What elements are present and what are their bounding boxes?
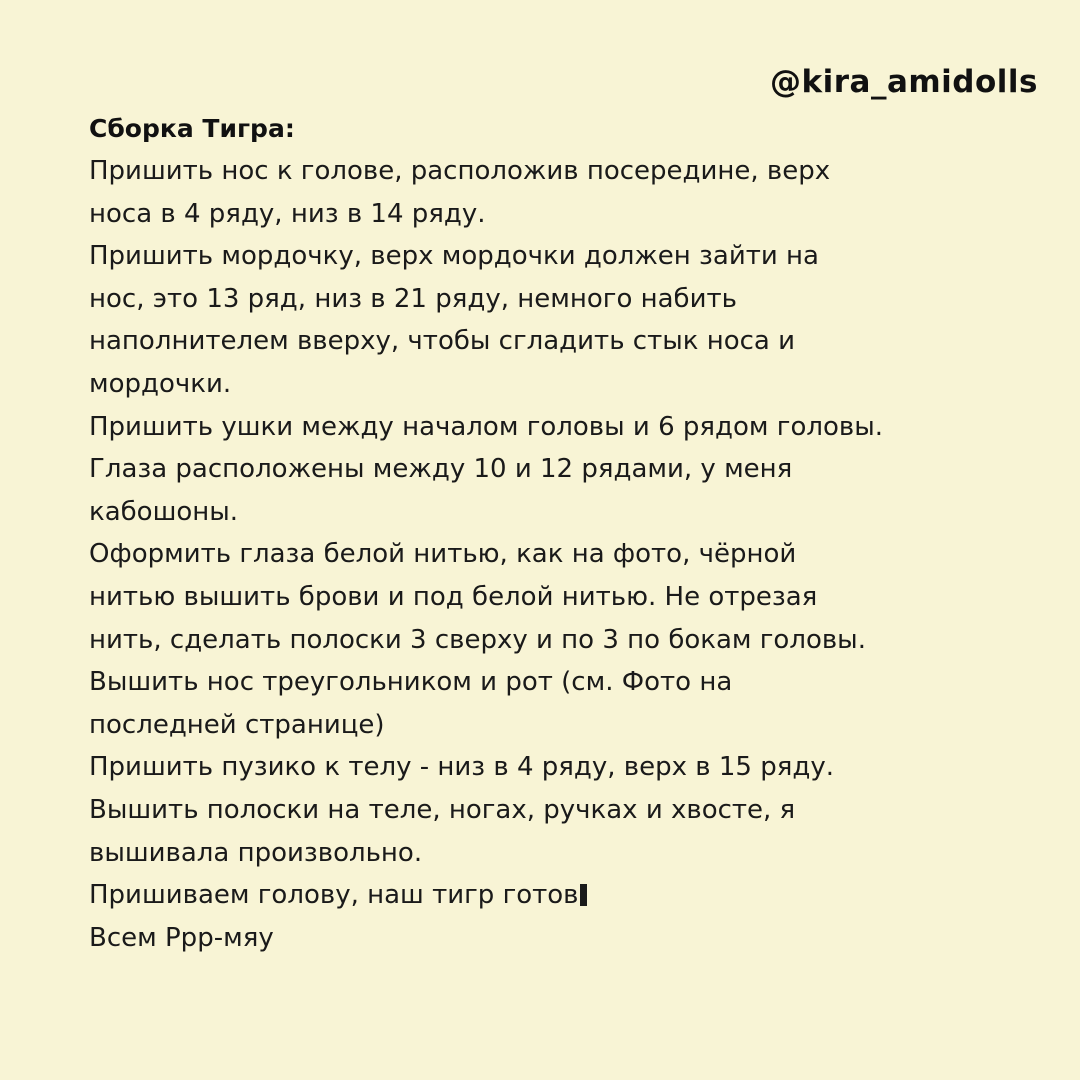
text-line: Вышить полоски на теле, ногах, ручках и хвосте, я [89,794,796,825]
text-line: Всем Ррр-мяу [89,922,274,953]
text-line-final-text: Пришиваем голову, наш тигр готов [89,880,579,911]
text-line: нос, это 13 ряд, низ в 21 ряду, немного набить [89,283,737,314]
emoji-icon [580,884,587,906]
section-heading: Сборка Тигра: [89,114,295,143]
text-line: носа в 4 ряду, низ в 14 ряду. [89,198,486,229]
text-line: Глаза расположены между 10 и 12 рядами, у меня [89,454,793,485]
text-line: Пришить пузико к телу - низ в 4 ряду, верх в 15 ряду. [89,752,834,783]
text-line: Пришить мордочку, верх мордочки должен зайти на [89,241,819,272]
text-line: Пришить нос к голове, расположив посередине, верх [89,156,831,186]
instructions-block [89,110,1049,959]
text-line: вышивала произвольно. [89,837,423,868]
text-line: Вышить нос треугольником и рот (см. Фото на [89,667,733,698]
text-line: Пришить ушки между началом головы и 6 рядом головы. [89,411,884,442]
text-line: мордочки. [89,368,232,399]
text-line: Оформить глаза белой нитью, как на фото, чёрной [89,539,797,570]
text-line-final [89,874,1049,917]
text-line: нитью вышить брови и под белой нитью. Не отрезая [89,581,818,612]
text-line: кабошоны. [89,496,239,527]
text-line: наполнителем вверху, чтобы сгладить стык носа и [89,326,796,357]
text-line: последней странице) [89,709,385,740]
author-handle: @kira_amidolls [770,64,1038,100]
text-line: нить, сделать полоски 3 сверху и по 3 по бокам головы. [89,624,866,655]
